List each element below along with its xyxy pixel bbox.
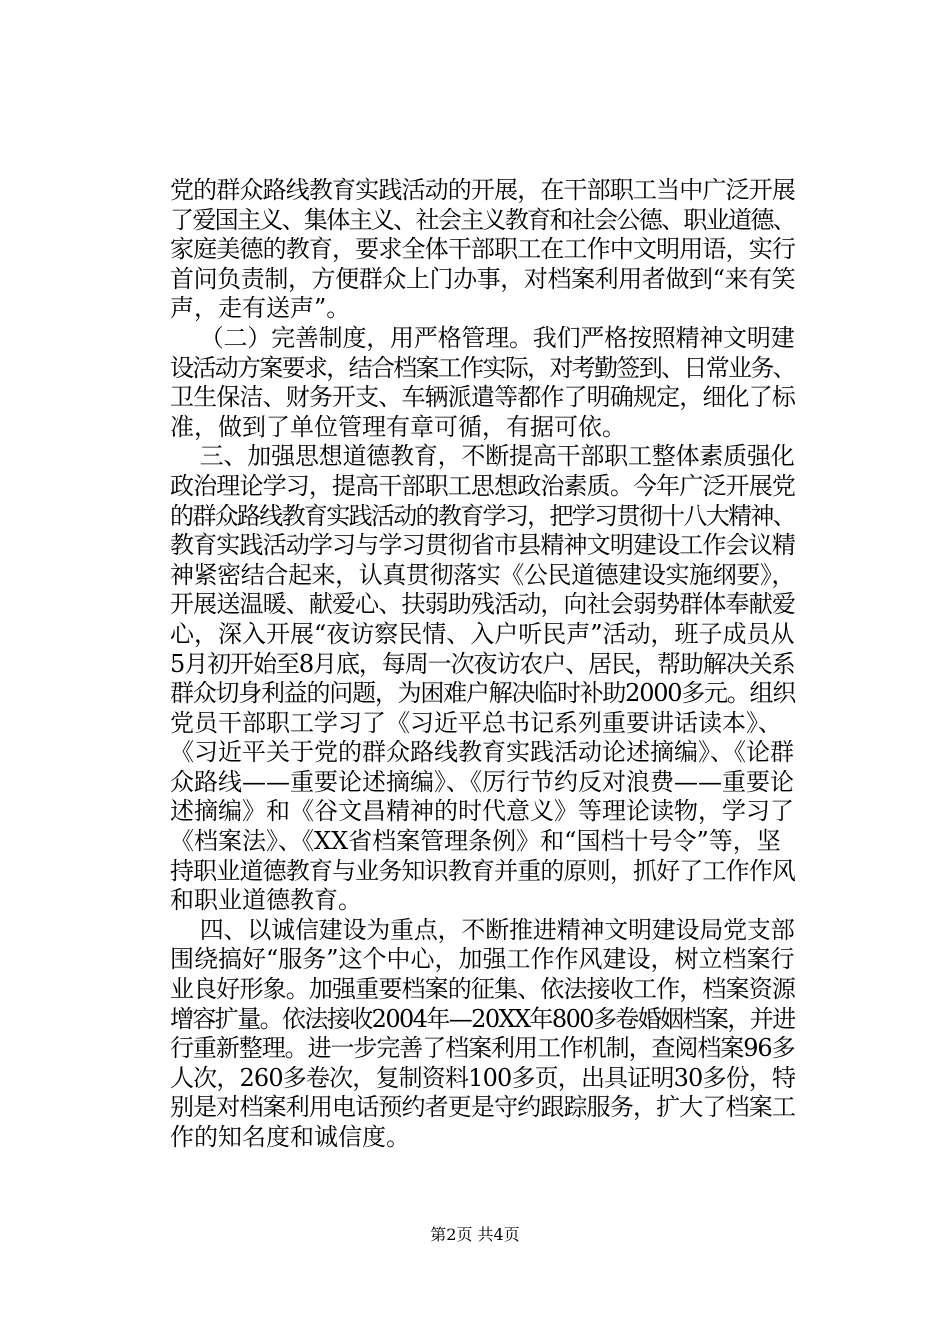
text-line: 《档案法》、《XX省档案管理条例》和“国档十号令”等，坚 [170,827,781,856]
text-line: 心，深入开展“夜访察民情、入户听民声”活动，班子成员从 [170,619,795,648]
text-line: 三、加强思想道德教育，不断提高干部职工整体素质强化 [170,442,795,471]
text-line: 的群众路线教育实践活动的教育学习，把学习贯彻十八大精神、 [170,501,795,530]
text-line: 家庭美德的教育，要求全体干部职工在工作中文明用语，实行 [170,235,795,264]
text-line: 5月初开始至8月底，每周一次夜访农户、居民，帮助解决关系 [170,649,795,678]
text-line: 党的群众路线教育实践活动的开展，在干部职工当中广泛开展 [170,176,795,204]
text-line: （二）完善制度，用严格管理。我们严格按照精神文明建 [170,323,795,352]
text-line: 别是对档案利用电话预约者更是守约跟踪服务，扩大了档案工 [170,1093,795,1122]
text-line: 行重新整理。进一步完善了档案利用工作机制，查阅档案96多 [170,1034,795,1063]
text-line: 首问负责制，方便群众上门办事，对档案利用者做到“来有笑 [170,264,795,293]
text-line: 作的知名度和诚信度。 [170,1123,410,1151]
text-line: 围绕搞好“服务”这个中心，加强工作作风建设，树立档案行 [170,945,795,974]
text-line: 设活动方案要求，结合档案工作实际，对考勤签到、日常业务、 [170,353,795,382]
text-line: 《习近平关于党的群众路线教育实践活动论述摘编》、《论群 [170,738,794,767]
text-line: 业良好形象。加强重要档案的征集、依法接收工作，档案资源 [170,975,795,1004]
text-line: 教育实践活动学习与学习贯彻省市县精神文明建设工作会议精 [170,531,795,560]
text-line: 持职业道德教育与业务知识教育并重的原则，抓好了工作作风 [170,856,795,885]
text-line: 卫生保洁、财务开支、车辆派遣等都作了明确规定，细化了标 [170,383,795,412]
text-line: 党员干部职工学习了《习近平总书记系列重要讲话读本》、 [170,708,782,737]
text-line: 四、以诚信建设为重点，不断推进精神文明建设局党支部 [170,915,795,944]
text-line: 增容扩量。依法接收2004年—20XX年800多卷婚姻档案，并进 [170,1004,795,1033]
text-line: 述摘编》和《谷文昌精神的时代意义》等理论读物，学习了 [170,797,794,826]
text-line: 群众切身利益的问题，为困难户解决临时补助2000多元。组织 [170,679,795,708]
text-line: 开展送温暖、献爱心、扶弱助残活动，向社会弱势群体奉献爱 [170,590,795,619]
document-body [170,176,795,1153]
text-line: 准，做到了单位管理有章可循，有据可依。 [170,412,626,441]
text-line: 了爱国主义、集体主义、社会主义教育和社会公德、职业道德、 [170,205,795,234]
text-line: 众路线——重要论述摘编》、《厉行节约反对浪费——重要论 [170,767,794,796]
text-line: 声，走有送声”。 [170,294,351,323]
text-line: 神紧密结合起来，认真贯彻落实《公民道德建设实施纲要》， [170,560,795,589]
page-number-footer: 第2页 共4页 [430,1225,520,1244]
text-line: 和职业道德教育。 [170,886,362,915]
text-line: 人次，260多卷次，复制资料100多页，出具证明30多份，特 [170,1063,795,1092]
text-line: 政治理论学习，提高干部职工思想政治素质。今年广泛开展党 [170,471,795,500]
